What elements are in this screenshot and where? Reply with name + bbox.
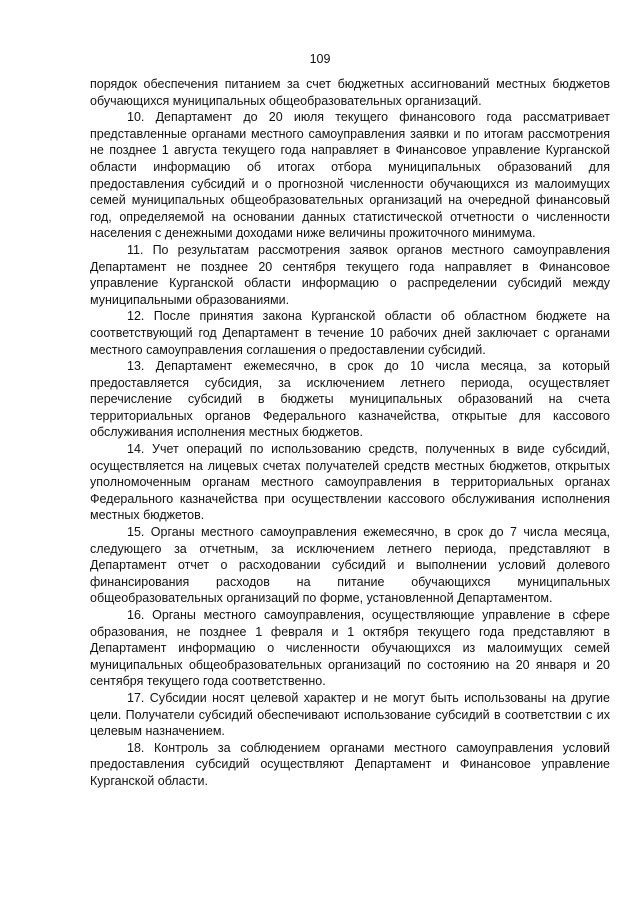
- page-number: 109: [309, 52, 331, 66]
- paragraph-16: 16. Органы местного самоуправления, осуществляющие управление в сфере образования, не позднее 1 февраля и 1 октября текущего года представляют в Департамент информацию о численности обучающихся из малоимущих семей муниципальных общеобразовательных организаций по состоянию на 20 января и 20 сентября текущего года соответственно.: [90, 608, 610, 689]
- paragraph-12: 12. После принятия закона Курганской области об областном бюджете на соответствующий год Департамент в течение 10 рабочих дней заключает с органами местного самоуправления соглашения о предоставлении субсидий.: [90, 309, 610, 357]
- paragraph-continuation: порядок обеспечения питанием за счет бюджетных ассигнований местных бюджетов обучающихся муниципальных общеобразовательных организаций.: [90, 77, 610, 108]
- paragraph-10: 10. Департамент до 20 июля текущего финансового года рассматривает представленные органами местного самоуправления заявки и по итогам рассмотрения не позднее 1 августа текущего года направляет в Финансовое управление Курганской области информацию об итогах отбора муниципальных образований для предоставления субсидий и о прогнозной численности обучающихся из малоимущих семей муниципальных общеобразовательных организаций на очередной финансовый год, определяемой на основании данных статистической отчетности о численности населения с денежными доходами ниже величины прожиточного минимума.: [90, 110, 610, 241]
- paragraph-14: 14. Учет операций по использованию средств, полученных в виде субсидий, осуществляется на лицевых счетах получателей средств местных бюджетов, открытых уполномоченным органам местного самоуправления в территориальных органах Федерального казначейства при осуществлении кассового обслуживания исполнения местных бюджетов.: [90, 442, 610, 523]
- paragraph-17: 17. Субсидии носят целевой характер и не могут быть использованы на другие цели. Получатели субсидий обеспечивают использование субсидий в соответствии с их целевым назначением.: [90, 690, 610, 739]
- paragraph-13: 13. Департамент ежемесячно, в срок до 10 числа месяца, за который предоставляется субсидия, за исключением летнего периода, осуществляет перечисление субсидий в бюджеты муниципальных образований на счета территориальных органов Федерального казначейства, открытые для кассового обслуживания исполнения местных бюджетов.: [90, 359, 610, 440]
- paragraph-15: 15. Органы местного самоуправления ежемесячно, в срок до 7 числа месяца, следующего за отчетным, за исключением летнего периода, представляют в Департамент отчет о расходовании субсидий и выполнении условий долевого финансирования расходов на питание обучающихся муниципальных общеобразовательных организаций по форме, установленной Департаментом.: [90, 525, 610, 606]
- paragraph-18: 18. Контроль за соблюдением органами местного самоуправления условий предоставления субсидий осуществляют Департамент и Финансовое управление Курганской области.: [90, 740, 610, 788]
- document-body: [90, 76, 610, 790]
- paragraph-11: 11. По результатам рассмотрения заявок органов местного самоуправления Департамент не позднее 20 сентября текущего года направляет в Финансовое управление Курганской области информацию о распределении субсидий между муниципальными образованиями.: [90, 242, 610, 307]
